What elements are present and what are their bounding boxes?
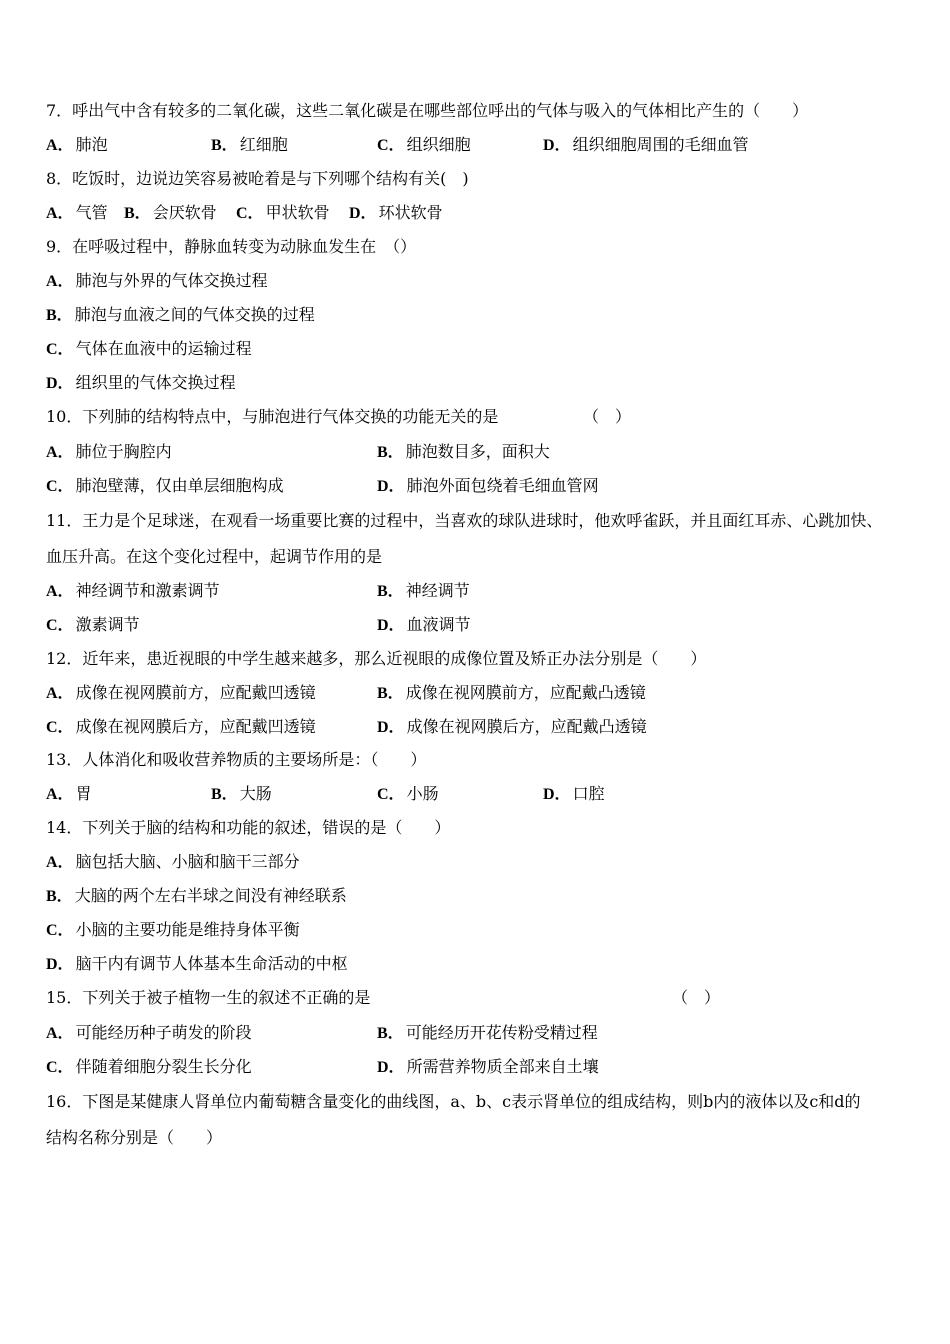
q13-option-d — [543, 784, 605, 805]
option-text: 大肠 — [239, 784, 272, 803]
q10-option-b — [377, 442, 550, 463]
option-text: 组织细胞 — [406, 135, 471, 154]
question-9-stem: 9．在呼吸过程中，静脉血转变为动脉血发生在 （） — [46, 237, 417, 256]
option-text: 肺泡 — [75, 135, 108, 154]
option-label: B． — [211, 786, 238, 803]
option-label: B． — [377, 444, 404, 461]
q9-option-d — [46, 373, 236, 394]
option-label: D． — [543, 137, 571, 154]
option-label: C． — [46, 1059, 74, 1076]
question-7-stem: 7．呼出气中含有较多的二氧化碳，这些二氧化碳是在哪些部位呼出的气体与吸入的气体相比产生的（ ） — [46, 101, 809, 120]
option-text: 神经调节 — [405, 581, 470, 600]
option-label: A． — [46, 685, 74, 702]
option-text: 肺泡壁薄，仅由单层细胞构成 — [75, 476, 284, 495]
option-label: B． — [46, 307, 73, 324]
q7-option-d — [543, 135, 749, 156]
q11-option-a — [46, 581, 220, 602]
q13-option-a — [46, 784, 92, 805]
q15-option-a — [46, 1023, 252, 1044]
option-text: 会厌软骨 — [152, 203, 217, 222]
q7-option-c — [377, 135, 471, 156]
option-text: 气管 — [75, 203, 108, 222]
option-label: A． — [46, 137, 74, 154]
option-text: 气体在血液中的运输过程 — [75, 339, 252, 358]
option-label: D． — [543, 786, 571, 803]
option-text: 神经调节和激素调节 — [75, 581, 220, 600]
option-label: B． — [377, 685, 404, 702]
option-text: 血液调节 — [406, 615, 471, 634]
option-text: 激素调节 — [75, 615, 140, 634]
option-text: 肺位于胸腔内 — [75, 442, 172, 461]
option-label: D． — [377, 478, 405, 495]
q14-option-c — [46, 920, 300, 941]
question-8-stem: 8．吃饭时，边说边笑容易被呛着是与下列哪个结构有关( ) — [46, 169, 469, 188]
q9-option-b — [46, 305, 315, 326]
q10-option-c — [46, 476, 284, 497]
option-text: 小脑的主要功能是维持身体平衡 — [75, 920, 300, 939]
question-15-stem: 15．下列关于被子植物一生的叙述不正确的是 — [46, 988, 371, 1007]
option-text: 甲状软骨 — [265, 203, 330, 222]
option-label: D． — [46, 956, 74, 973]
q11-option-c — [46, 615, 140, 636]
q11-option-d — [377, 615, 471, 636]
question-13-stem: 13．人体消化和吸收营养物质的主要场所是：（ ） — [46, 750, 427, 769]
option-label: A． — [46, 205, 74, 222]
question-15-answer-paren: （ ） — [672, 988, 721, 1007]
option-label: C． — [46, 719, 74, 736]
option-text: 肺泡数目多，面积大 — [405, 442, 550, 461]
option-label: B． — [46, 888, 73, 905]
option-label: A． — [46, 786, 74, 803]
option-text: 脑干内有调节人体基本生命活动的中枢 — [75, 954, 348, 973]
q15-option-d — [377, 1057, 599, 1078]
q12-option-d — [377, 717, 647, 738]
option-text: 肺泡与外界的气体交换过程 — [75, 271, 268, 290]
q10-option-d — [377, 476, 599, 497]
option-label: C． — [46, 617, 74, 634]
option-label: A． — [46, 273, 74, 290]
q12-option-a — [46, 683, 316, 704]
option-text: 大脑的两个左右半球之间没有神经联系 — [74, 886, 347, 905]
q14-option-a — [46, 852, 300, 873]
option-label: B． — [124, 205, 151, 222]
question-11-stem: 11．王力是个足球迷，在观看一场重要比赛的过程中，当喜欢的球队进球时，他欢呼雀跃，并且面红耳赤、心跳加快、 — [46, 511, 883, 530]
option-text: 可能经历开花传粉受精过程 — [405, 1023, 598, 1042]
q8-option-c — [236, 203, 330, 224]
question-14-stem: 14．下列关于脑的结构和功能的叙述，错误的是（ ） — [46, 818, 451, 837]
option-label: C． — [377, 137, 405, 154]
option-label: B． — [377, 583, 404, 600]
option-label: C． — [377, 786, 405, 803]
q10-option-a — [46, 442, 172, 463]
option-text: 肺泡外面包绕着毛细血管网 — [406, 476, 599, 495]
option-text: 肺泡与血液之间的气体交换的过程 — [74, 305, 315, 324]
option-label: A． — [46, 444, 74, 461]
q9-option-c — [46, 339, 252, 360]
option-text: 所需营养物质全部来自土壤 — [406, 1057, 599, 1076]
option-text: 可能经历种子萌发的阶段 — [75, 1023, 252, 1042]
q8-option-a — [46, 203, 108, 224]
option-text: 小肠 — [406, 784, 439, 803]
q7-option-b — [211, 135, 288, 156]
question-10-answer-paren: （ ） — [583, 407, 632, 426]
option-label: D． — [377, 719, 405, 736]
option-label: B． — [377, 1025, 404, 1042]
q15-option-b — [377, 1023, 598, 1044]
option-label: D． — [377, 617, 405, 634]
option-label: A． — [46, 1025, 74, 1042]
option-label: C． — [46, 341, 74, 358]
option-label: B． — [211, 137, 238, 154]
question-12-stem: 12．近年来，患近视眼的中学生越来越多，那么近视眼的成像位置及矫正办法分别是（ ） — [46, 649, 707, 668]
question-10-stem: 10．下列肺的结构特点中，与肺泡进行气体交换的功能无关的是 — [46, 407, 499, 426]
option-text: 红细胞 — [239, 135, 288, 154]
question-16-stem-cont: 结构名称分别是（ ） — [46, 1128, 223, 1147]
q11-option-b — [377, 581, 470, 602]
q8-option-b — [124, 203, 217, 224]
option-label: C． — [236, 205, 264, 222]
q12-option-c — [46, 717, 316, 738]
option-label: A． — [46, 854, 74, 871]
option-text: 组织里的气体交换过程 — [75, 373, 236, 392]
option-text: 成像在视网膜后方，应配戴凸透镜 — [406, 717, 647, 736]
option-text: 成像在视网膜前方，应配戴凹透镜 — [75, 683, 316, 702]
q12-option-b — [377, 683, 646, 704]
option-text: 胃 — [75, 784, 92, 803]
q14-option-d — [46, 954, 348, 975]
q13-option-c — [377, 784, 439, 805]
option-label: D． — [46, 375, 74, 392]
q9-option-a — [46, 271, 268, 292]
option-label: D． — [377, 1059, 405, 1076]
option-label: D． — [349, 205, 377, 222]
option-label: C． — [46, 478, 74, 495]
question-16-stem: 16．下图是某健康人肾单位内葡萄糖含量变化的曲线图，a、b、c表示肾单位的组成结构，则b内的液体以及c和d的 — [46, 1092, 861, 1111]
option-text: 口腔 — [572, 784, 605, 803]
q15-option-c — [46, 1057, 252, 1078]
option-text: 脑包括大脑、小脑和脑干三部分 — [75, 852, 300, 871]
q13-option-b — [211, 784, 272, 805]
option-label: C． — [46, 922, 74, 939]
option-label: A． — [46, 583, 74, 600]
option-text: 成像在视网膜后方，应配戴凹透镜 — [75, 717, 316, 736]
option-text: 成像在视网膜前方，应配戴凸透镜 — [405, 683, 646, 702]
question-11-stem-cont: 血压升高。在这个变化过程中，起调节作用的是 — [46, 547, 383, 566]
q8-option-d — [349, 203, 443, 224]
option-text: 组织细胞周围的毛细血管 — [572, 135, 749, 154]
option-text: 伴随着细胞分裂生长分化 — [75, 1057, 252, 1076]
option-text: 环状软骨 — [378, 203, 443, 222]
q7-option-a — [46, 135, 108, 156]
q14-option-b — [46, 886, 347, 907]
